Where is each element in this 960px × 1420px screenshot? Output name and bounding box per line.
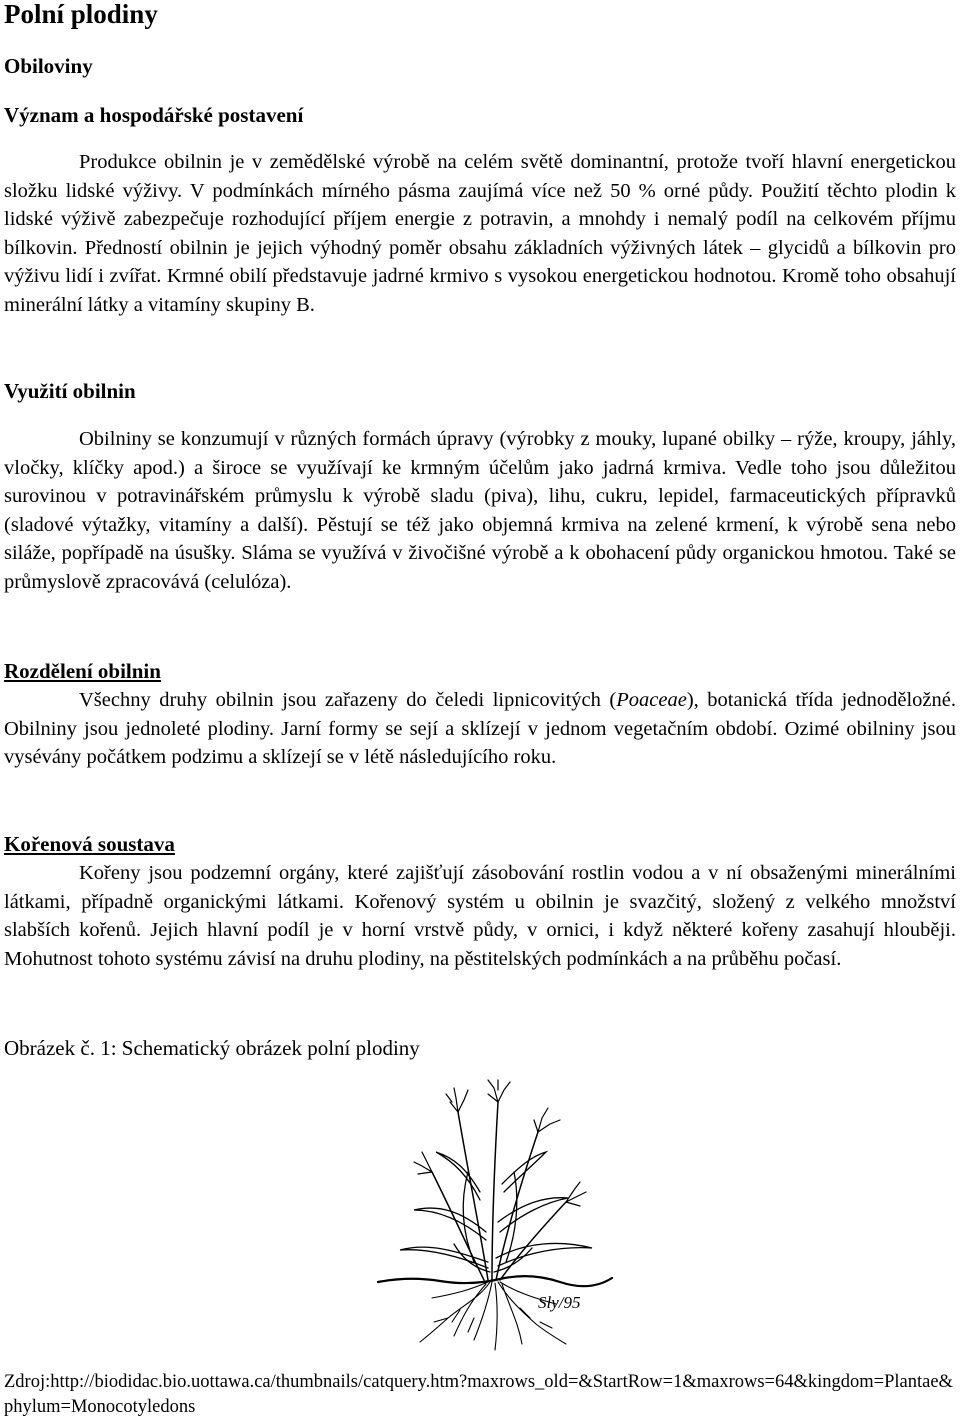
paragraph-importance: Produkce obilnin je v zemědělské výrobě na celém světě dominantní, protože tvoří hlavní energetickou složku lidské výživy. V podmínkách mírného pásma zaujímá více než 50 % orné půdy. Použití těchto plodin k lidské výživě zabezpečuje rozhodující příjem energie z potravin, a mnohdy i nemalý podíl na celkovém příjmu bílkovin. Předností obilnin je jejich výhodný poměr obsahu základních výživných látek – glycidů a bílkovin pro výživu lidí i zvířat. Krmné obilí představuje jadrné krmivo s vysokou energetickou hodnotou. Kromě toho obsahují minerální látky a vitamíny skupiny B. bbox=[4, 151, 956, 316]
heading-roots: Kořenová soustava bbox=[4, 832, 175, 856]
cereal-plant-illustration bbox=[370, 1072, 620, 1364]
paragraph-roots: Kořeny jsou podzemní orgány, které zajišťují zásobování rostlin vodou a v ní obsaženými minerálními látkami, případně organickými látkami. Kořenový systém u obilnin je svazčitý, složený z velkého množství slabších kořenů. Jejich hlavní podíl je v horní vrstvě půdy, v ornici, i když některé kořeny zasahují hlouběji. Mohutnost tohoto systému závisí na druhu plodiny, na pěstitelských podmínkách a na průběhu počasí. bbox=[4, 862, 956, 970]
source-citation: Zdroj:http://biodidac.bio.uottawa.ca/thumbnails/catquery.htm?maxrows_old=&StartRow=1&maxrows=64&kingdom=Plantae&phylum=Monocotyledons bbox=[4, 1372, 953, 1417]
document-title: Polní plodiny bbox=[4, 0, 158, 29]
heading-importance: Význam a hospodářské postavení bbox=[4, 103, 304, 127]
paragraph-division-end: ), botanická třída jednoděložné. Obilniny jsou jednoleté plodiny. Jarní formy se sejí a sklízejí v jednom vegetačním období. Ozimé obilniny jsou vysévány počátkem podzimu a sklízejí se v létě následujícího roku. bbox=[4, 689, 957, 769]
paragraph-usage: Obilniny se konzumují v různých formách úpravy (výrobky z mouky, lupané obilky – rýže, kroupy, jáhly, vločky, klíčky apod.) a široce se využívají ke krmným účelům jako jadrná krmiva. Vedle toho jsou důležitou surovinou v potravinářském průmyslu k výrobě sladu (piva), lihu, cukru, lepidel, farmaceutických přípravků (sladové výtažky, vitamíny a další). Pěstují se též jako objemná krmiva na zelené krmení, k výrobě sena nebo siláže, popřípadě na úsušky. Sláma se využívá v živočišné výrobě a k obohacení půdy organickou hmotou. Také se průmyslově zpracovává (celulóza). bbox=[4, 428, 956, 593]
paragraph-division bbox=[4, 686, 956, 772]
heading-usage: Využití obilnin bbox=[4, 379, 136, 403]
stems bbox=[432, 1102, 566, 1280]
paragraph-division-start: Všechny druhy obilnin jsou zařazeny do čeledi lipnicovitých ( bbox=[79, 689, 617, 711]
heading-division: Rozdělení obilnin bbox=[4, 659, 161, 683]
latin-family-name: Poaceae bbox=[616, 689, 687, 711]
figure-caption: Obrázek č. 1: Schematický obrázek polní plodiny bbox=[4, 1036, 420, 1060]
illustrator-signature: Sly/95 bbox=[538, 1293, 581, 1312]
heading-cereals: Obiloviny bbox=[4, 54, 93, 78]
